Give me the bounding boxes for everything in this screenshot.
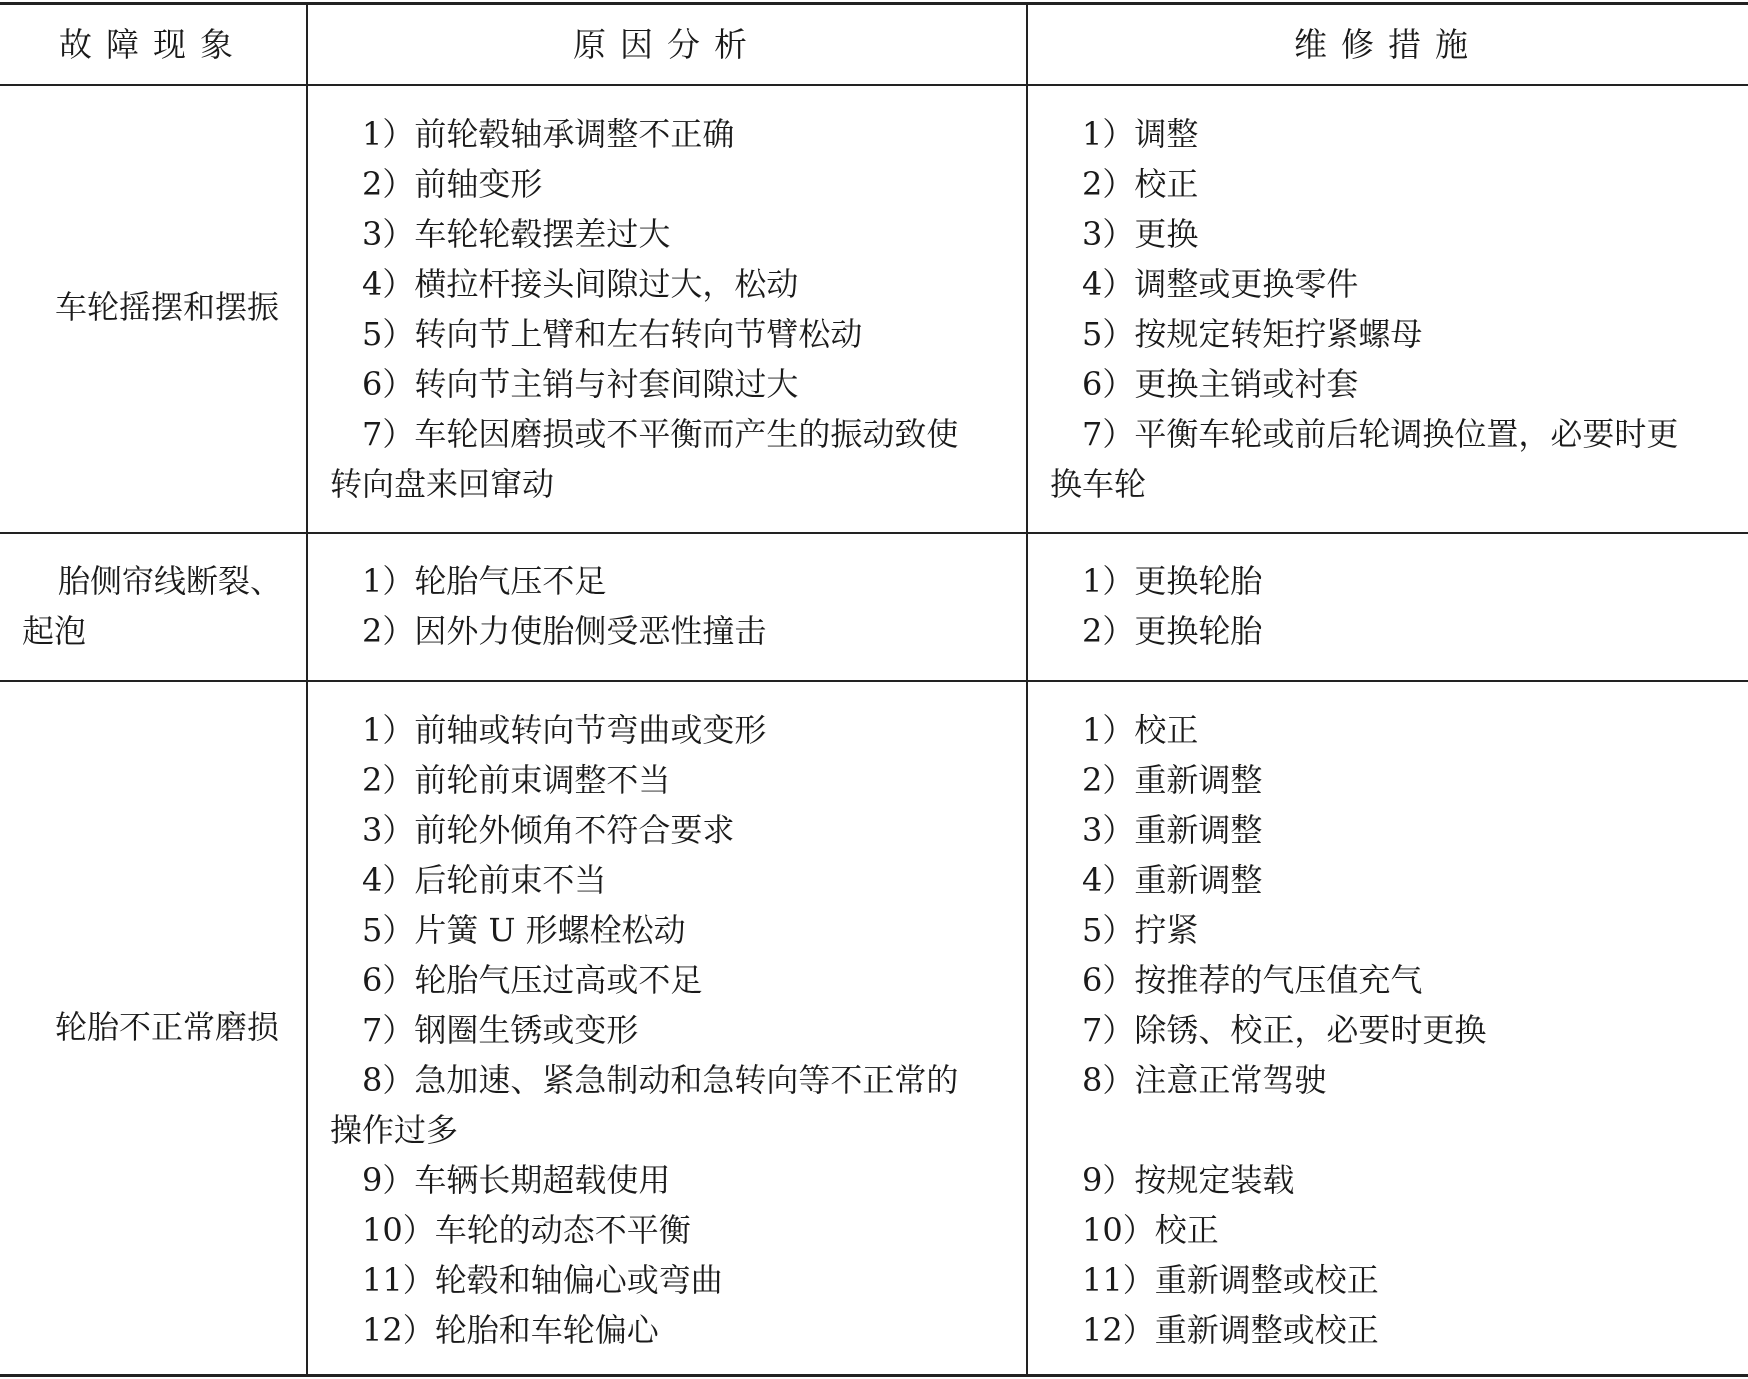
row2-fixes	[1050, 556, 1730, 656]
list-item: 2）重新调整	[1082, 761, 1263, 799]
list-item: 3）车轮轮毂摆差过大	[362, 215, 671, 253]
list-item: 2）前轮前束调整不当	[362, 761, 671, 799]
list-item: 1）前轴或转向节弯曲或变形	[362, 711, 767, 749]
list-item-continuation: 换车轮	[1050, 465, 1147, 503]
list-item: 5）按规定转矩拧紧螺母	[1082, 315, 1423, 353]
header-bottom-rule	[0, 84, 1748, 86]
list-item: 6）轮胎气压过高或不足	[362, 961, 703, 999]
header-fix	[1028, 0, 1748, 84]
list-item: 4）横拉杆接头间隙过大，松动	[362, 265, 799, 303]
header-symptom	[0, 0, 306, 84]
row3-fixes	[1050, 705, 1730, 1355]
list-item: 2）校正	[1082, 165, 1199, 203]
column-divider-1	[306, 2, 308, 1377]
list-item: 7）车轮因磨损或不平衡而产生的振动致使	[362, 415, 959, 453]
list-item-continuation: 转向盘来回窜动	[330, 465, 555, 503]
list-item: 2）因外力使胎侧受恶性撞击	[362, 612, 767, 650]
list-item: 4）重新调整	[1082, 861, 1263, 899]
list-item: 5）拧紧	[1082, 911, 1199, 949]
list-item: 6）转向节主销与衬套间隙过大	[362, 365, 799, 403]
header-symptom-label: 故障现象	[59, 24, 247, 64]
list-item: 9）车辆长期超载使用	[362, 1161, 671, 1199]
list-item: 6）按推荐的气压值充气	[1082, 961, 1423, 999]
list-item: 1）校正	[1082, 711, 1199, 749]
row1-causes	[330, 109, 1010, 509]
list-item: 4）调整或更换零件	[1082, 265, 1359, 303]
list-item: 1）前轮毂轴承调整不正确	[362, 115, 735, 153]
row1-symptom	[55, 282, 279, 332]
row2-symptom	[22, 556, 282, 656]
row1-symptom-text: 车轮摇摆和摆振	[55, 288, 280, 326]
list-item: 11）重新调整或校正	[1082, 1261, 1379, 1299]
list-item: 12）轮胎和车轮偏心	[362, 1311, 659, 1349]
list-item: 7）平衡车轮或前后轮调换位置，必要时更	[1082, 415, 1679, 453]
row2-symptom-line-1: 胎侧帘线断裂、	[58, 562, 283, 600]
list-item: 10）车轮的动态不平衡	[362, 1211, 691, 1249]
list-item: 9）按规定装载	[1082, 1161, 1295, 1199]
list-item: 2）更换轮胎	[1082, 612, 1263, 650]
header-fix-label: 维修措施	[1294, 24, 1482, 64]
list-item-continuation: 操作过多	[330, 1111, 459, 1149]
table-bottom-rule	[0, 1374, 1748, 1377]
list-item: 3）前轮外倾角不符合要求	[362, 811, 735, 849]
list-item: 7）除锈、校正，必要时更换	[1082, 1011, 1487, 1049]
list-item: 12）重新调整或校正	[1082, 1311, 1379, 1349]
list-item: 6）更换主销或衬套	[1082, 365, 1359, 403]
row2-causes	[330, 556, 1010, 656]
list-item: 8）急加速、紧急制动和急转向等不正常的	[362, 1061, 959, 1099]
list-item: 1）调整	[1082, 115, 1199, 153]
list-item: 1）更换轮胎	[1082, 562, 1263, 600]
blank-line	[1050, 1105, 1730, 1155]
list-item: 5）转向节上臂和左右转向节臂松动	[362, 315, 863, 353]
header-cause	[308, 0, 1026, 84]
row3-symptom	[55, 1002, 279, 1052]
list-item: 8）注意正常驾驶	[1082, 1061, 1327, 1099]
list-item: 5）片簧 U 形螺栓松动	[362, 911, 686, 949]
list-item: 7）钢圈生锈或变形	[362, 1011, 639, 1049]
row2-symptom-line-2: 起泡	[22, 612, 87, 650]
list-item: 2）前轴变形	[362, 165, 543, 203]
column-divider-2	[1026, 2, 1028, 1377]
list-item: 11）轮毂和轴偏心或弯曲	[362, 1261, 723, 1299]
row1-bottom-rule	[0, 532, 1748, 534]
row1-fixes	[1050, 109, 1730, 509]
list-item: 10）校正	[1082, 1211, 1219, 1249]
row3-symptom-text: 轮胎不正常磨损	[55, 1008, 280, 1046]
list-item: 3）更换	[1082, 215, 1199, 253]
list-item: 3）重新调整	[1082, 811, 1263, 849]
list-item: 1）轮胎气压不足	[362, 562, 607, 600]
row3-causes	[330, 705, 1010, 1355]
header-cause-label: 原因分析	[573, 24, 761, 64]
row2-bottom-rule	[0, 680, 1748, 682]
list-item: 4）后轮前束不当	[362, 861, 607, 899]
